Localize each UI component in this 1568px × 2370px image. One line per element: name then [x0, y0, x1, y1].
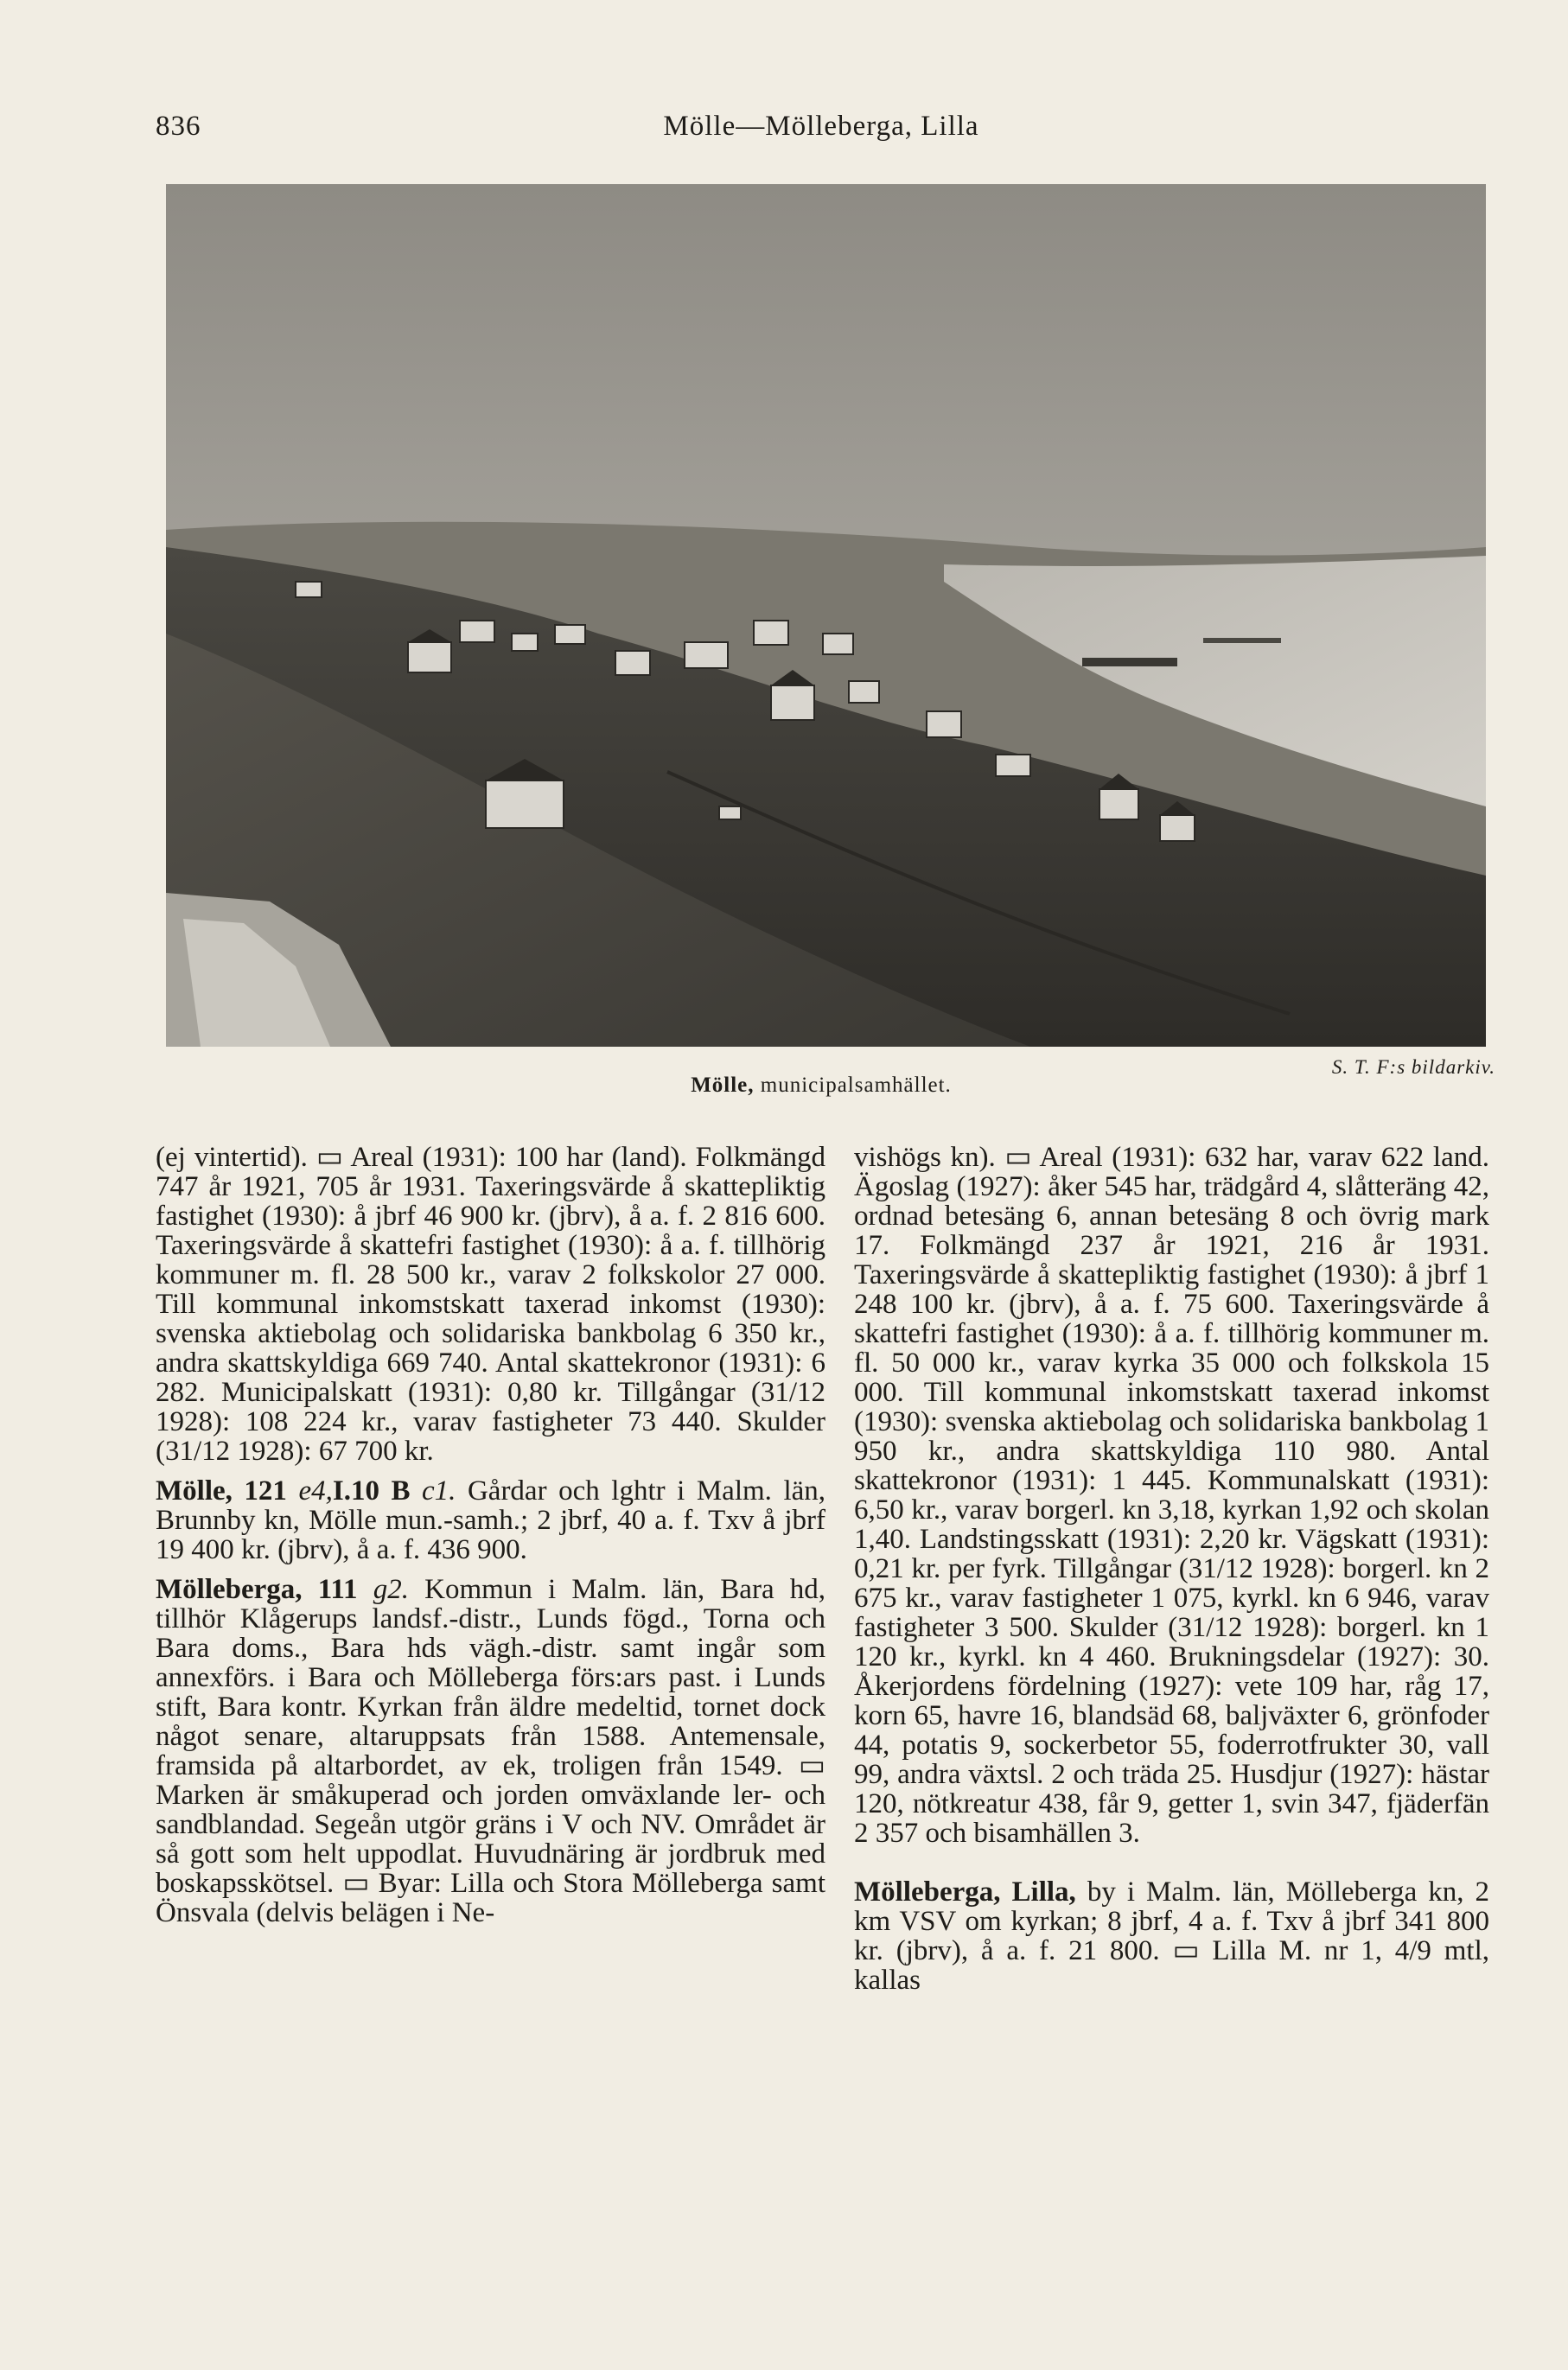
running-title: Mölle—Mölleberga, Lilla	[663, 111, 979, 142]
right-column	[854, 1143, 1489, 2335]
running-header	[156, 111, 1487, 162]
photo-caption	[156, 1074, 1487, 1098]
entry-moelle	[156, 1476, 825, 1564]
left-column	[156, 1143, 825, 2335]
entry-heading: Mölle, 121	[156, 1475, 287, 1507]
entry-text: by i Malm. län, Mölleberga kn, 2 km VSV om kyrkan; 8 jbrf, 4 a. f. Txv å jbrf 341 800 kr. (jbrv), å a. f. 21 800. ▭ Lilla M. nr 1, 4/9 mtl, kallas	[854, 1876, 1489, 1996]
caption-description: municipalsamhället.	[754, 1074, 952, 1097]
continuation-paragraph: (ej vintertid). ▭ Areal (1931): 100 har (land). Folkmängd 747 år 1921, 705 år 1931. Taxeringsvärde å skattepliktig fastighet (1930): å jbrf 46 900 kr. (jbrv), å a. f. 2 816 600. Taxeringsvärde å skattefri fastighet (1930): å a. f. tillhörig kommuner m. fl. 28 500 kr., varav 2 folkskolor 27 000. Till kommunal inkomstskatt taxerad inkomst (1930): svenska aktiebolag och solidariska bankbolag 6 350 kr., andra skattskyldiga 669 740. Antal skattekronor (1931): 6 282. Municipalskatt (1931): 0,80 kr. Tillgångar (31/12 1928): 108 224 kr., varav fastigheter 73 440. Skulder (31/12 1928): 67 700 kr.	[156, 1142, 825, 1467]
map-ref: e4,	[298, 1475, 333, 1507]
page-number: 836	[156, 111, 201, 142]
entry-text: Kommun i Malm. län, Bara hd, tillhör Klågerups landsf.-distr., Lunds fögd., Torna och Bara doms., Bara hds vägh.-distr. samt ingår som annexförs. i Bara och Mölleberga förs:ars past. i Lunds stift, Bara kontr. Kyrkan från äldre medeltid, tornet dock något senare, altaruppsats från 1588. Antemensale, framsida på altarbordet, av ek, troligen från 1549. ▭ Marken är småkuperad och jorden omväxlande ler- och sandblandad. Segeån utgör gräns i V och NV. Området är så gott som helt uppodlat. Huvudnäring är jordbruk med boskapsskötsel. ▭ Byar: Lilla och Stora Mölleberga samt Önsvala (delvis belägen i Ne-	[156, 1574, 826, 1928]
entry-heading: Mölleberga, Lilla,	[854, 1876, 1076, 1908]
photograph-illustration	[166, 184, 1486, 1047]
continuation-paragraph: vishögs kn). ▭ Areal (1931): 632 har, varav 622 land. Ägoslag (1927): åker 545 har, trädgård 4, slåtteräng 42, ordnad betesäng 6, annan betesäng 8 och övrig mark 17. Folkmängd 237 år 1921, 216 år 1931. Taxeringsvärde å skattepliktig fastighet (1930): å jbrf 1 248 100 kr. (jbrv), å a. f. 75 600. Taxeringsvärde å skattefri fastighet (1930): å a. f. tillhörig kommuner m. fl. 50 000 kr., varav kyrka 35 000 och folkskola 15 000. Till kommunal inkomstskatt taxerad inkomst (1930): svenska aktiebolag och solidariska bankbolag 1 950 kr., andra skattskyldiga 110 980. Antal skattekronor (1931): 1 445. Kommunalskatt (1931): 6,50 kr., varav borgerl. kn 3,18, kyrkan 1,92 och skolan 1,40. Landstingsskatt (1931): 2,20 kr. Vägskatt (1931): 0,21 kr. per fyrk. Tillgångar (31/12 1928): borgerl. kn 2 675 kr., varav fastigheter 1 075, kyrkl. kn 6 946, varav fastigheter 3 500. Skulder (31/12 1928): borgerl. kn 1 120 kr., kyrkl. kn 4 460. Brukningsdelar (1927): 30. Åkerjordens fördelning (1927): vete 109 har, råg 17, korn 65, havre 16, blandsäd 68, baljväxter 6, grönfoder 44, potatis 9, sockerbetor 55, foderrotfrukter 30, vall 99, andra växtsl. 2 och träda 25. Husdjur (1927): hästar 120, nötkreatur 438, får 9, getter 1, svin 347, fjäderfän 2 357 och bisamhällen 3.	[854, 1142, 1489, 1849]
entry-heading: Mölleberga, 111	[156, 1574, 358, 1605]
map-ref: g2.	[373, 1574, 409, 1605]
entry-moelleberga-lilla	[854, 1877, 1489, 1995]
entry-moelleberga	[156, 1575, 825, 1927]
map-ref-sheet: I.10 B	[332, 1475, 411, 1507]
map-ref-square: c1.	[422, 1475, 456, 1507]
photograph-moelle	[166, 184, 1486, 1047]
caption-place: Mölle,	[691, 1074, 755, 1097]
photo-credit: S. T. F:s bildarkiv.	[1331, 1056, 1495, 1078]
entry-text: Gårdar och lghtr i Malm. län, Brunnby kn, Mölle mun.-samh.; 2 jbrf, 40 a. f. Txv å jbrf 19 400 kr. (jbrv), å a. f. 436 900.	[156, 1475, 826, 1565]
